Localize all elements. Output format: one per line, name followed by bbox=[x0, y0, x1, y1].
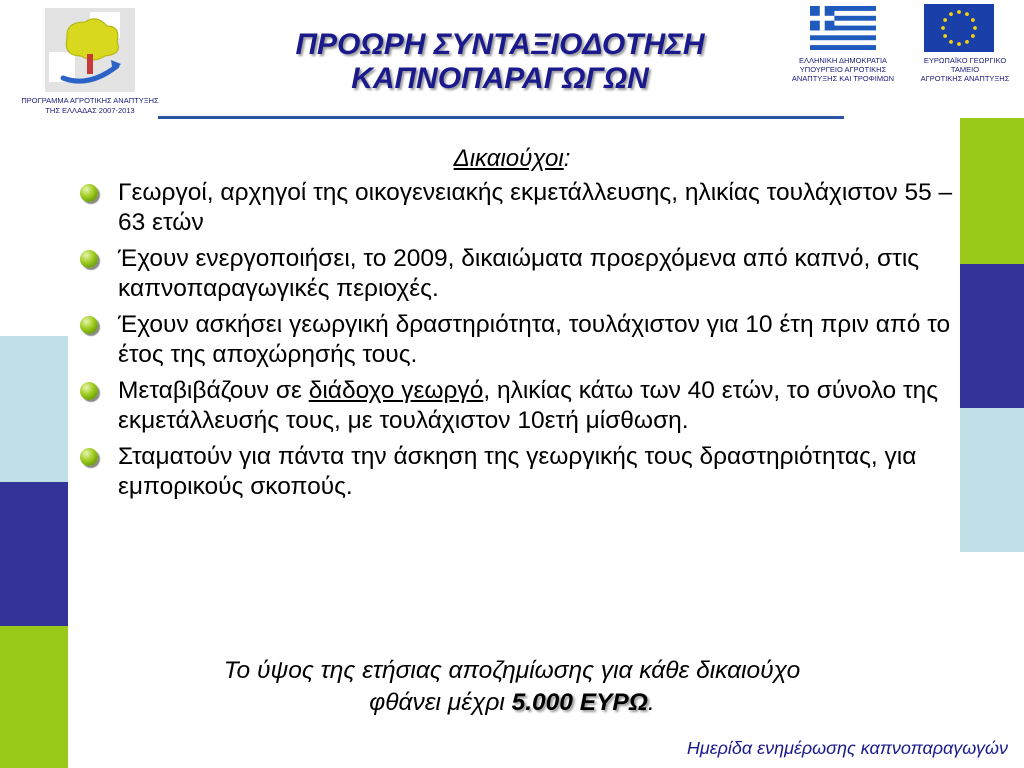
right-deco-navy bbox=[960, 264, 1024, 408]
list-item bbox=[80, 178, 960, 238]
green-sphere-bullet-icon bbox=[80, 382, 98, 400]
left-deco-navy bbox=[0, 482, 68, 626]
eu-caption bbox=[906, 56, 1024, 83]
right-deco-lightblue bbox=[960, 408, 1024, 552]
successor-farmer-link[interactable]: διάδοχο γεωργό bbox=[308, 377, 484, 404]
event-footer: Ημερίδα ενημέρωσης καπνοπαραγωγών bbox=[686, 738, 1008, 758]
page-title bbox=[160, 28, 840, 96]
program-caption bbox=[0, 96, 180, 116]
beneficiaries-list bbox=[80, 178, 960, 508]
green-sphere-bullet-icon bbox=[80, 250, 98, 268]
greek-flag bbox=[810, 6, 876, 50]
list-item bbox=[80, 442, 960, 502]
greek-flag-icon bbox=[810, 6, 876, 50]
beneficiaries-heading-colon: : bbox=[563, 145, 571, 172]
title-divider bbox=[158, 116, 844, 119]
page-title-line2: ΚΑΠΝΟΠΑΡΑΓΩΓΩΝ bbox=[351, 62, 649, 95]
list-item bbox=[80, 244, 960, 304]
greece-caption-line3: ΑΝΑΠΤΥΞΗΣ ΚΑΙ ΤΡΟΦΙΜΩΝ bbox=[791, 74, 895, 83]
compensation-note-line1: Το ύψος της ετήσιας αποζημίωσης για κάθε δικαιούχο bbox=[223, 657, 801, 684]
compensation-note bbox=[0, 655, 1024, 719]
beneficiaries-heading-text: Δικαιούχοι bbox=[453, 145, 564, 172]
eu-caption-line1: ΕΥΡΩΠΑΪΚΟ ΓΕΩΡΓΙΚΟ bbox=[923, 56, 1007, 65]
page-title-line1: ΠΡΟΩΡΗ ΣΥΝΤΑΞΙΟΔΟΤΗΣΗ bbox=[295, 28, 705, 61]
eu-flag bbox=[924, 4, 994, 52]
compensation-note-line2 bbox=[0, 687, 1024, 719]
greece-caption bbox=[782, 56, 904, 83]
compensation-amount: 5.000 ΕΥΡΩ bbox=[511, 689, 648, 716]
compensation-note-prefix: φθάνει μέχρι bbox=[369, 689, 512, 716]
list-item bbox=[80, 376, 960, 436]
bullet-text-4-pre: Μεταβιβάζουν σε bbox=[118, 377, 309, 404]
bullet-text-3: Έχουν ασκήσει γεωργική δραστηριότητα, τουλάχιστον για 10 έτη πριν από το έτος της αποχώρησής τους. bbox=[118, 311, 951, 368]
program-caption-line2: ΤΗΣ ΕΛΛΑΔΑΣ 2007-2013 bbox=[45, 106, 135, 115]
program-caption-line1: ΠΡΟΓΡΑΜΜΑ ΑΓΡΟΤΙΚΗΣ ΑΝΑΠΤΥΞΗΣ bbox=[21, 96, 159, 105]
bullet-text-1: Γεωργοί, αρχηγοί της οικογενειακής εκμετάλλευσης, ηλικίας τουλάχιστον 55 – 63 ετών bbox=[118, 179, 953, 236]
green-sphere-bullet-icon bbox=[80, 448, 98, 466]
rural-development-logo-icon bbox=[45, 8, 135, 92]
eu-caption-line2: ΤΑΜΕΙΟ bbox=[950, 65, 980, 74]
bullet-text-4-post: , ηλικίας κάτω των 40 ετών, το σύνολο της εκμετάλλευσής τους, με τουλάχιστον 10ετή μίσθωση. bbox=[118, 377, 939, 434]
right-deco-green bbox=[960, 118, 1024, 264]
bullet-text-5: Σταματούν για πάντα την άσκηση της γεωργικής τους δραστηριότητας, για εμπορικούς σκοπούς. bbox=[118, 443, 917, 500]
left-deco-lightblue bbox=[0, 336, 68, 482]
eu-flag-icon bbox=[924, 4, 994, 52]
greece-caption-line2: ΥΠΟΥΡΓΕΙΟ ΑΓΡΟΤΙΚΗΣ bbox=[799, 65, 887, 74]
greece-caption-line1: ΕΛΛΗΝΙΚΗ ΔΗΜΟΚΡΑΤΙΑ bbox=[798, 56, 888, 65]
list-item bbox=[80, 310, 960, 370]
green-sphere-bullet-icon bbox=[80, 184, 98, 202]
program-logo bbox=[45, 8, 135, 92]
green-sphere-bullet-icon bbox=[80, 316, 98, 334]
bullet-text-2: Έχουν ενεργοποιήσει, το 2009, δικαιώματα προερχόμενα από καπνό, στις καπνοπαραγωγικές περιοχές. bbox=[118, 245, 920, 302]
beneficiaries-heading bbox=[0, 145, 1024, 173]
compensation-note-suffix: . bbox=[647, 689, 655, 716]
eu-caption-line3: ΑΓΡΟΤΙΚΗΣ ΑΝΑΠΤΥΞΗΣ bbox=[920, 74, 1010, 83]
